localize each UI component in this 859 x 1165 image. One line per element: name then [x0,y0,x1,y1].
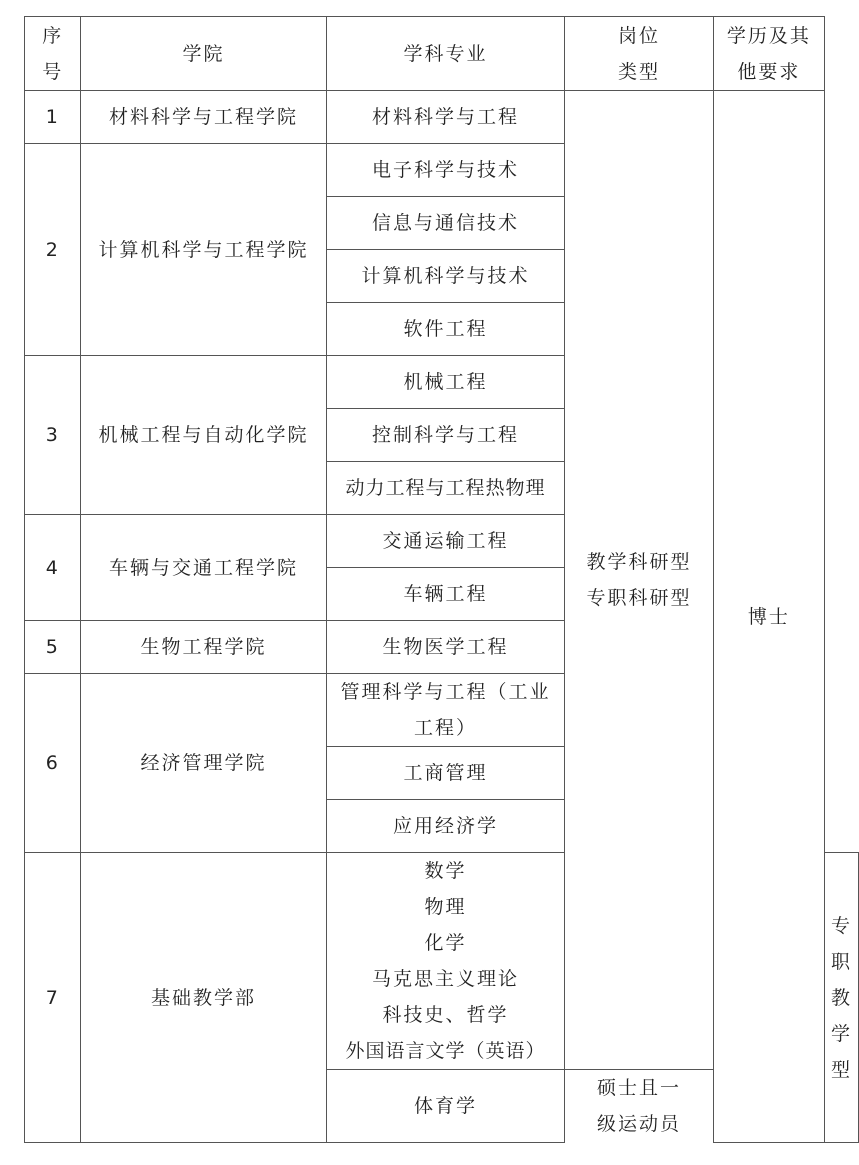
header-major: 学科专业 [326,17,565,91]
major-cell: 数学 物理 化学 马克思主义理论 科技史、哲学 外国语言文学（英语） [326,853,565,1070]
major-cell: 计算机科学与技术 [326,250,565,303]
college-cell: 生物工程学院 [81,621,326,674]
major-cell: 交通运输工程 [326,515,565,568]
major-cell: 体育学 [326,1070,565,1143]
college-cell: 材料科学与工程学院 [81,91,326,144]
college-cell: 机械工程与自动化学院 [81,356,326,515]
header-college: 学院 [81,17,326,91]
major-cell: 工商管理 [326,747,565,800]
education-doctor: 博士 [713,91,824,1143]
major-cell: 电子科学与技术 [326,144,565,197]
row-index: 7 [25,853,81,1143]
header-index: 序 号 [25,17,81,91]
major-cell: 信息与通信技术 [326,197,565,250]
college-cell: 车辆与交通工程学院 [81,515,326,621]
major-cell: 应用经济学 [326,800,565,853]
post-type-research: 教学科研型 专职科研型 [565,91,713,1070]
table-row [25,91,859,144]
row-index: 3 [25,356,81,515]
major-cell: 管理科学与工程（工业 工程） [326,674,565,747]
row-index: 1 [25,91,81,144]
post-type-teaching: 专职教学型 [824,853,858,1143]
row-index: 4 [25,515,81,621]
row-index: 6 [25,674,81,853]
major-cell: 材料科学与工程 [326,91,565,144]
major-cell: 控制科学与工程 [326,409,565,462]
college-cell: 基础教学部 [81,853,326,1143]
recruitment-table [24,16,859,1143]
college-cell: 计算机科学与工程学院 [81,144,326,356]
education-pe: 硕士且一 级运动员 [565,1070,713,1143]
major-cell: 机械工程 [326,356,565,409]
row-index: 5 [25,621,81,674]
header-education: 学历及其 他要求 [713,17,824,91]
major-cell: 软件工程 [326,303,565,356]
header-post-type: 岗位 类型 [565,17,713,91]
college-cell: 经济管理学院 [81,674,326,853]
major-cell: 动力工程与工程热物理 [326,462,565,515]
major-cell: 车辆工程 [326,568,565,621]
major-cell: 生物医学工程 [326,621,565,674]
header-row [25,17,859,91]
row-index: 2 [25,144,81,356]
